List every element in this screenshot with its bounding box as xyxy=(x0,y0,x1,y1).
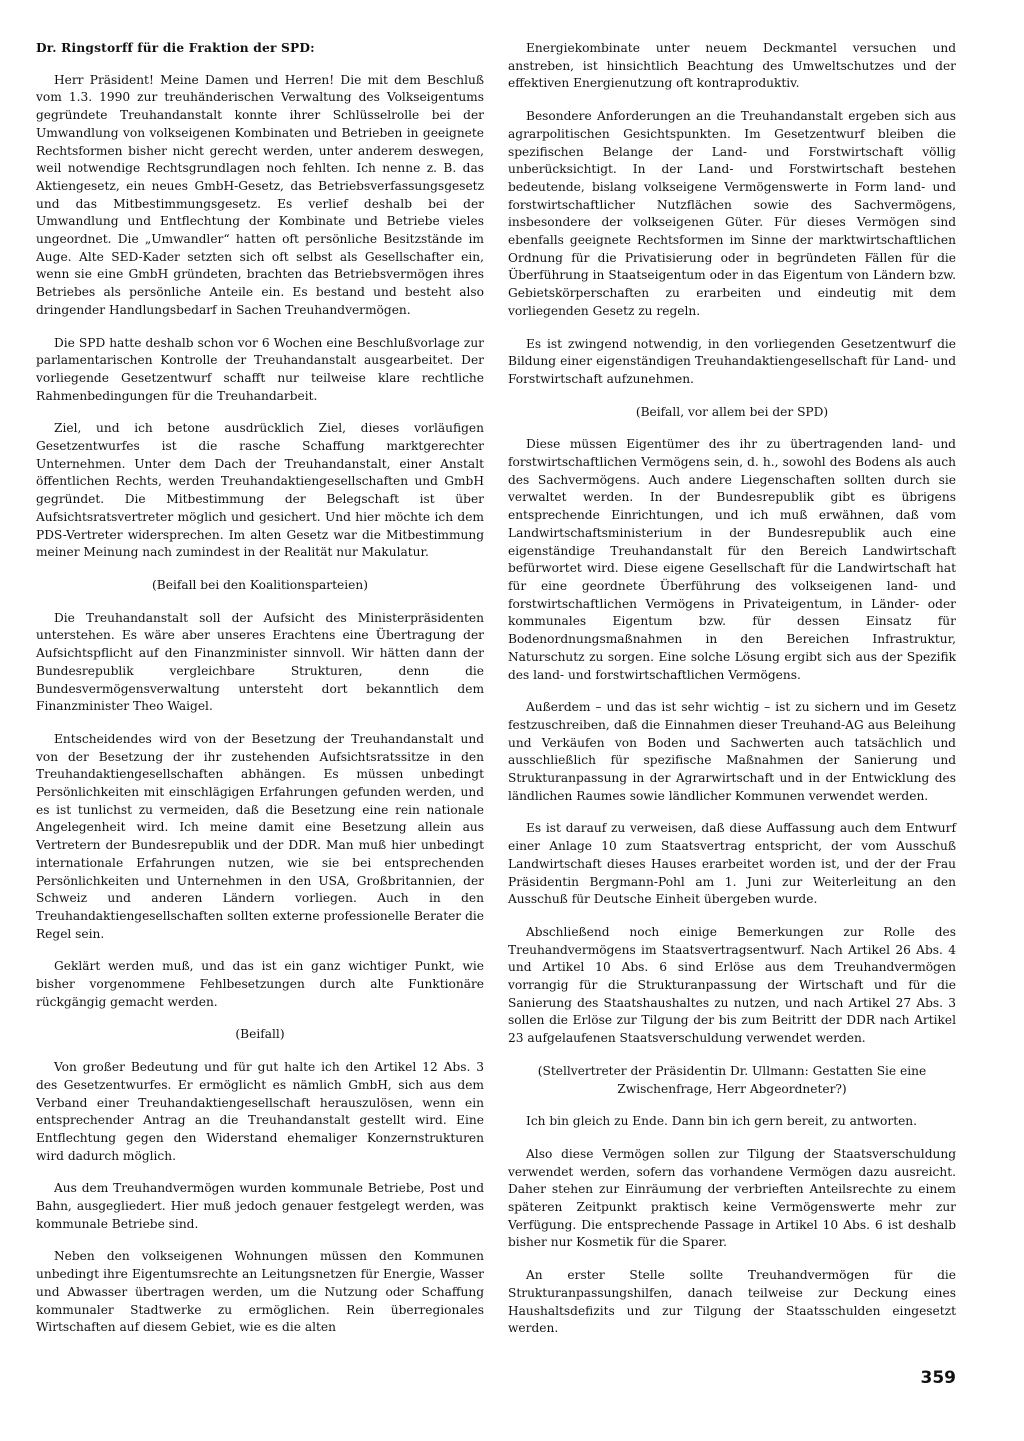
paragraph: Ich bin gleich zu Ende. Dann bin ich gern bereit, zu antworten. xyxy=(526,1114,918,1129)
page-number: 359 xyxy=(920,1368,956,1388)
paragraph: Außerdem – und das ist sehr wichtig – ist zu sichern und im Gesetz festzuschreiben, daß die Einnahmen dieser Treuhand-AG aus Beleihung und Verkäufen von Boden und Sachwerten auch tatsächlich und ausschließlich für spezifische Maßnahmen der Sanierung und Strukturanpassung in der Agrarwirtschaft und in der Entwicklung des ländlichen Raumes sowie ländlicher Kommunen verwendet werden. xyxy=(508,700,956,803)
paragraph: Es ist darauf zu verweisen, daß diese Auffassung auch dem Entwurf einer Anlage 10 zum Staatsvertrag entspricht, der vom Ausschuß Landwirtschaft dieses Hauses erarbeitet worden ist, und der der Frau Präsidentin Bergmann-Pohl am 1. Juni zur Weiterleitung an den Ausschuß für Deutsche Einheit übergeben wurde. xyxy=(508,821,956,907)
paragraph: Also diese Vermögen sollen zur Tilgung der Staatsverschuldung verwendet werden, sofern das vorhandene Vermögen dazu ausreicht. Daher stehen zur Einräumung der verbrieften Anteilsrechte zu einem späteren Zeitpunkt praktisch keine Vermögenswerte mehr zur Verfügung. Die entsprechende Passage in Artikel 10 Abs. 6 ist deshalb bisher nur Kosmetik für die Sparer. xyxy=(508,1146,956,1250)
applause-note: (Beifall) xyxy=(235,1027,285,1042)
paragraph: Diese müssen Eigentümer des ihr zu übertragenden land- und forstwirtschaftlichen Vermögens sein, d. h., sowohl des Bodens als auch des Sachvermögens. Auch andere Liegenschaften sollten durch sie verwaltet werden. In der Bundesrepublik gibt es übrigens entsprechende Einrichtungen, und ich muß erwähnen, daß vom Landwirtschaftsministerium in der Bundesrepublik auch eine eigenständige Treuhandanstalt für den Bereich Landwirtschaft befürwortet wird. Diese eigene Gesellschaft für die Landwirtschaft hat für eine geordnete Überführung des volkseigenen land- und forstwirtschaftlichen Vermögens in Privateigentum, in Länder- oder kommunales Eigentum bzw. für dessen Einsatz für Bodenordnungsmaßnahmen in den Bereichen Infrastruktur, Naturschutz zu sorgen. Eine solche Lösung ergibt sich aus der Spezifik des land- und forstwirtschaftlichen Vermögens. xyxy=(508,437,956,682)
interjection-note: (Stellvertreter der Präsidentin Dr. Ullmann: Gestatten Sie eine Zwischenfrage, Herr Abgeordneter?) xyxy=(537,1063,927,1096)
paragraph: Besondere Anforderungen an die Treuhandanstalt ergeben sich aus agrarpolitischen Gesichtspunkten. Im Gesetzentwurf bleiben die spezifischen Belange der Land- und Forstwirtschaft völlig unberücksichtigt. In der Land- und Forstwirtschaft bestehen bedeutende, bislang volkseigene Vermögenswerte in Form land- und forstwirtschaftlicher Nutzflächen sowie des Sachvermögens, insbesondere der volkseigenen Güter. Für dieses Vermögen sind ebenfalls geeignete Rechtsformen im Sinne der marktwirtschaftlichen Ordnung für die Privatisierung oder in begründeten Fällen für die Überführung in Staatseigentum oder in das Eigentum von Ländern bzw. Gebietskörperschaften zu erarbeiten und eindeutig mit dem vorliegenden Gesetz zu regeln. xyxy=(508,109,956,318)
paragraph: Ziel, und ich betone ausdrücklich Ziel, dieses vorläufigen Gesetzentwurfes ist die rasche Schaffung marktgerechter Unternehmen. Unter dem Dach der Treuhandanstalt, einer Anstalt öffentlichen Rechts, werden Treuhandaktiengesellschaften und GmbH gegründet. Die Mitbestimmung der Belegschaft ist über Aufsichtsratsvertreter möglich und gesichert. Und hier möchte ich dem PDS-Vertreter widersprechen. Im alten Gesetz war die Mitbestimmung meiner Meinung nach zumindest in der Realität nur Makulatur. xyxy=(36,421,484,560)
paragraph: An erster Stelle sollte Treuhandvermögen für die Strukturanpassungshilfen, danach teilweise zur Deckung eines Haushaltsdefizits und zur Tilgung der Staatsschulden eingesetzt werden. xyxy=(508,1268,956,1336)
left-column xyxy=(36,40,484,1352)
paragraph: Die SPD hatte deshalb schon vor 6 Wochen eine Beschlußvorlage zur parlamentarischen Kontrolle der Treuhandanstalt ausgearbeitet. Der vorliegende Gesetzentwurf schafft nur teilweise klare rechtliche Rahmenbedingungen für die Treuhandarbeit. xyxy=(36,335,484,403)
paragraph: Die Treuhandanstalt soll der Aufsicht des Ministerpräsidenten unterstehen. Es wäre aber unseres Erachtens eine Übertragung der Aufsichtspflicht auf den Finanzminister sinnvoll. Wir hätten dann der Bundesrepublik vergleichbare Strukturen, denn die Bundesvermögensverwaltung untersteht dort bekanntlich dem Finanzminister Theo Waigel. xyxy=(36,610,484,714)
paragraph: Abschließend noch einige Bemerkungen zur Rolle des Treuhandvermögens im Staatsvertragsentwurf. Nach Artikel 26 Abs. 4 und Artikel 10 Abs. 6 sind Erlöse aus dem Treuhandvermögen vorrangig für die Strukturanpassung der Wirtschaft und für die Sanierung des Staatshaushaltes zu nutzen, und nach Artikel 27 Abs. 3 sollen die Erlöse zur Tilgung der bis zum Beitritt der DDR nach Artikel 23 aufgelaufenen Staatsverschuldung verwendet werden. xyxy=(508,924,956,1046)
paragraph: Entscheidendes wird von der Besetzung der Treuhandanstalt und von der Besetzung der ihr zustehenden Aufsichtsratssitze in den Treuhandaktiengesellschaften abhängen. Es müssen unbedingt Persönlichkeiten mit einschlägigen Erfahrungen gefunden werden, und es ist tunlichst zu vermeiden, daß die Besetzung eine rein nationale Angelegenheit wird. Ich meine damit eine Besetzung allein aus Vertretern der Bundesrepublik und der DDR. Man muß hier unbedingt internationale Erfahrungen nutzen, wie sie bei entsprechenden Persönlichkeiten und Unternehmen in den USA, Großbritannien, der Schweiz und anderen Ländern vorliegen. Auch in den Treuhandaktiengesellschaften sollten externe professionelle Berater die Regel sein. xyxy=(36,731,484,941)
applause-note: (Beifall bei den Koalitionsparteien) xyxy=(152,577,368,592)
paragraph: Geklärt werden muß, und das ist ein ganz wichtiger Punkt, wie bisher vorgenommene Fehlbesetzungen durch alte Funktionäre rückgängig gemacht werden. xyxy=(36,959,484,1009)
right-column xyxy=(508,40,956,1353)
paragraph: Energiekombinate unter neuem Deckmantel versuchen und anstreben, ist hinsichtlich Beachtung des Umweltschutzes und der effektiven Energienutzung oft kontraproduktiv. xyxy=(508,41,956,91)
paragraph: Aus dem Treuhandvermögen wurden kommunale Betriebe, Post und Bahn, ausgegliedert. Hier muß jedoch genauer festgelegt werden, was kommunale Betriebe sind. xyxy=(36,1181,484,1231)
paragraph: Von großer Bedeutung und für gut halte ich den Artikel 12 Abs. 3 des Gesetzentwurfes. Er ermöglicht es nämlich GmbH, sich aus dem Verband einer Treuhandaktiengesellschaft herauszulösen, wenn ein entsprechender Antrag an die Treuhandanstalt gestellt wird. Eine Entflechtung gegen den Widerstand ehemaliger Konzernstrukturen wird dadurch möglich. xyxy=(36,1060,484,1163)
speaker-heading: Dr. Ringstorff für die Fraktion der SPD: xyxy=(36,41,315,55)
paragraph: Neben den volkseigenen Wohnungen müssen den Kommunen unbedingt ihre Eigentumsrechte an Leitungsnetzen für Energie, Wasser und Abwasser übertragen werden, um die Nutzung oder Schaffung kommunaler Stadtwerke zu ermöglichen. Rein überregionales Wirtschaften auf diesem Gebiet, wie es die alten xyxy=(36,1249,484,1335)
paragraph: Es ist zwingend notwendig, in den vorliegenden Gesetzentwurf die Bildung einer eigenständigen Treuhandaktiengesellschaft für Land- und Forstwirtschaft aufzunehmen. xyxy=(508,336,956,386)
paragraph: Herr Präsident! Meine Damen und Herren! Die mit dem Beschluß vom 1.3. 1990 zur treuhänderischen Verwaltung des Volkseigentums gegründete Treuhandanstalt konnte ihrer Schlüsselrolle bei der Umwandlung von volkseigenen Kombinaten und Betrieben in geeignete Rechtsformen bisher nicht gerecht werden, unter anderem deswegen, weil notwendige Rechtsgrundlagen noch fehlten. Ich nenne z. B. das Aktiengesetz, ein neues GmbH-Gesetz, das Betriebsverfassungsgesetz und das Mitbestimmungsgesetz. Es verlief deshalb bei der Umwandlung und Entflechtung der Kombinate und Betriebe vieles ungeordnet. Die „Umwandler“ hatten oft persönliche Besitzstände im Auge. Alte SED-Kader setzten sich oft selbst als Gesellschafter ein, wenn sie eine GmbH gründeten, brachten das Betriebsvermögen ihres Betriebes als persönliche Anteile ein. Es bestand und besteht also dringender Handlungsbedarf in Sachen Treuhandvermögen. xyxy=(36,72,484,317)
applause-note: (Beifall, vor allem bei der SPD) xyxy=(635,404,829,419)
